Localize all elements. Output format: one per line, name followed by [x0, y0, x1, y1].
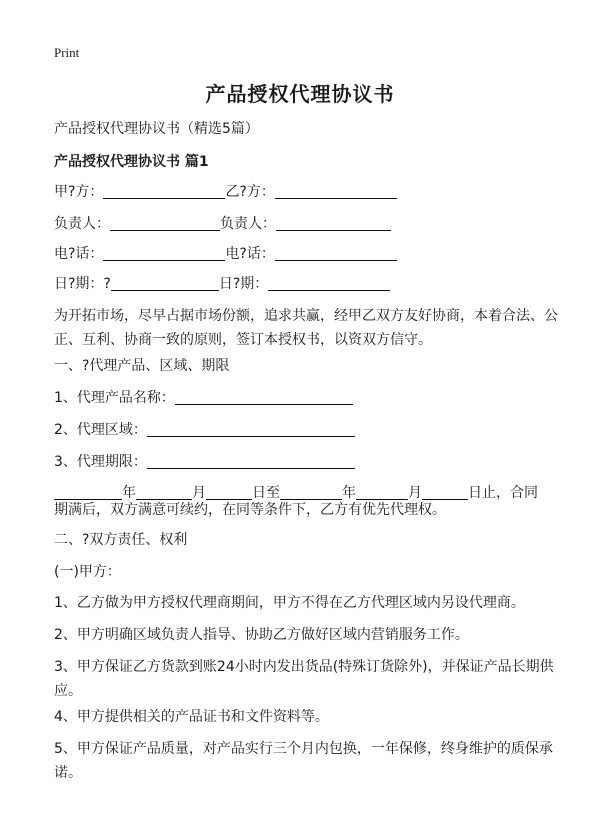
- clause-2: 2、甲方明确区域负责人指导、协助乙方做好区域内营销服务工作。: [54, 627, 469, 643]
- owner-a-label: 负责人：: [54, 216, 110, 232]
- item-region-label: 2、代理区域：: [54, 422, 147, 438]
- clause-1: 1、乙方做为甲方授权代理商期间，甲方不得在乙方代理区域内另设代理商。: [54, 595, 525, 611]
- item-product-name-label: 1、代理产品名称：: [54, 390, 175, 406]
- document-subtitle: 产品授权代理协议书（精选5篇）: [54, 121, 259, 137]
- year-label: 年: [122, 485, 136, 501]
- owner-b-label: 负责人：: [220, 216, 276, 232]
- year-label-2: 年: [342, 485, 356, 501]
- date-row: [54, 272, 560, 296]
- item-product-name: [54, 386, 560, 410]
- period-renewal-text: 期满后，双方满意可续约，在同等条件下，乙方有优先代理权。: [54, 502, 446, 518]
- phone-b-label: 电?话：: [225, 246, 275, 262]
- region-blank: [147, 420, 355, 437]
- intro-paragraph: 为开拓市场，尽早占据市场份额，追求共赢，经甲乙双方友好协商，本着合法、公正、互利、协商一致的原则，签订本授权书，以资双方信守。: [54, 308, 558, 348]
- clause-4: 4、甲方提供相关的产品证书和文件资料等。: [54, 709, 329, 725]
- month-label-2: 月: [408, 485, 422, 501]
- month-label: 月: [192, 485, 206, 501]
- party-a-blank: [103, 182, 225, 199]
- period-blank: [147, 452, 355, 469]
- party-row: [54, 180, 560, 204]
- owner-row: [54, 212, 560, 236]
- party-b-label: 乙?方：: [225, 184, 275, 200]
- day-to-label: 日至: [252, 485, 280, 501]
- document-title: 产品授权代理协议书: [205, 82, 395, 106]
- phone-b-blank: [275, 244, 397, 261]
- day-end-label: 日止，合同: [468, 485, 538, 501]
- date-b-blank: [268, 274, 390, 291]
- print-label[interactable]: Print: [54, 45, 80, 60]
- owner-b-blank: [276, 214, 391, 231]
- phone-a-label: 电?话：: [54, 246, 104, 262]
- party-a-label: 甲?方：: [54, 184, 104, 200]
- item-region: [54, 418, 560, 442]
- item-period: [54, 450, 560, 474]
- phone-row: [54, 242, 560, 266]
- party-a-subheading: (一)甲方：: [54, 564, 121, 580]
- item-period-label: 3、代理期限：: [54, 454, 147, 470]
- section-2-title: 二、?双方责任、权利: [54, 532, 188, 548]
- clause-5: 5、甲方保证产品质量，对产品实行三个月内包换，一年保修，终身维护的质保承诺。: [54, 741, 553, 781]
- date-a-label: 日?期：?: [54, 276, 111, 292]
- section-1-title: 一、?代理产品、区域、期限: [54, 358, 230, 374]
- date-b-label: 日?期：: [218, 276, 269, 292]
- owner-a-blank: [110, 214, 220, 231]
- party-b-blank: [275, 182, 397, 199]
- section-heading: 产品授权代理协议书 篇1: [54, 154, 209, 170]
- product-name-blank: [175, 388, 353, 405]
- phone-a-blank: [103, 244, 225, 261]
- clause-3: 3、甲方保证乙方货款到账24小时内发出货品(特殊订货除外)，并保证产品长期供应。: [54, 659, 554, 699]
- date-a-blank: [111, 274, 219, 291]
